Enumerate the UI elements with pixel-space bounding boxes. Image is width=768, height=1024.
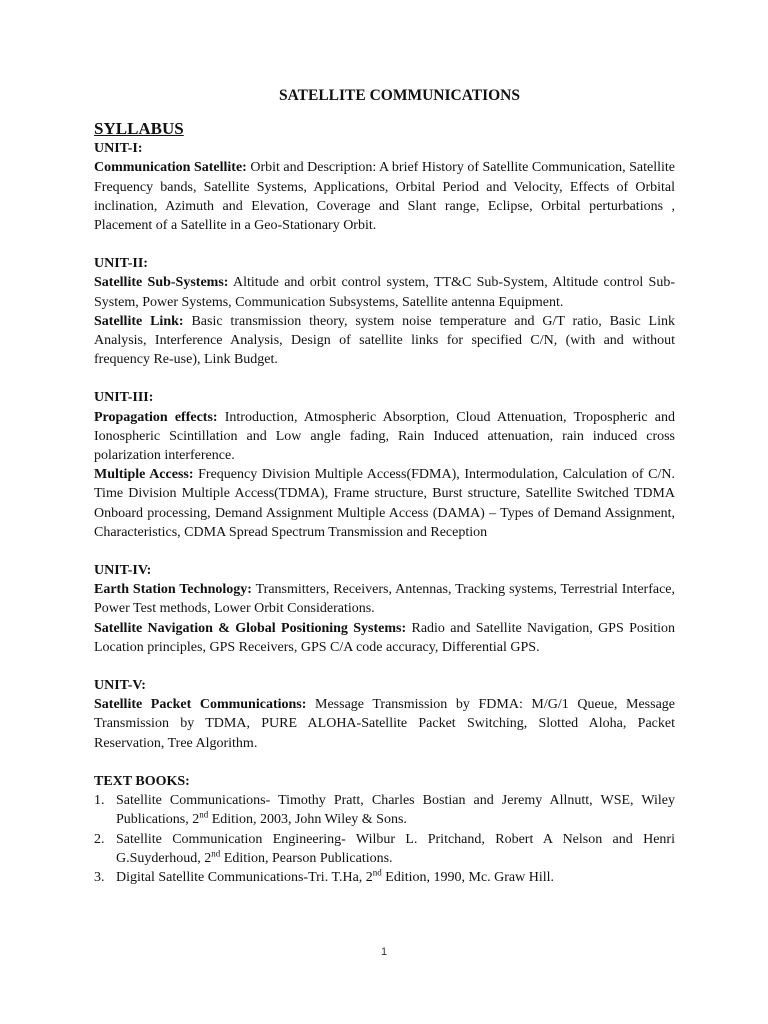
ordinal-suffix: nd [372,867,382,878]
unit-topic [94,158,675,235]
list-number: 1. [94,793,105,809]
unit-topic [94,465,675,542]
unit-topic [94,312,675,370]
textbook-item [94,868,675,887]
list-number: 2. [94,831,105,847]
page-number: 1 [380,946,388,958]
topic-label: Communication Satellite: [94,160,247,176]
syllabus-heading: SYLLABUS [94,119,184,139]
topic-label: Satellite Packet Communications: [94,697,307,713]
textbook-text: Edition, 2003, John Wiley & Sons. [208,812,407,828]
ordinal-suffix: nd [211,848,221,859]
topic-label: Propagation effects: [94,409,218,425]
topic-text: Orbit and Description: A brief History of Satellite Communication, Satellite Frequency bands, Satellite Systems, Applications, Orbital Period and Velocity, Effects of Orbital inclination, Azimuth and Elevation, Coverage and Slant range, Eclipse, Orbital perturbations , Placement of a Satellite in a Geo-Stationary Orbit. [94,160,675,234]
unit-topic [94,580,675,618]
textbook-text: Edition, 1990, Mc. Graw Hill. [381,869,555,885]
textbooks-heading: TEXT BOOKS: [94,773,190,789]
topic-text: Basic transmission theory, system noise temperature and G/T ratio, Basic Link Analysis, Interference Analysis, Design of satellite links for specified C/N, (with and without frequency Re-use), Link Budget. [94,313,676,368]
textbook-text: Satellite Communications- Timothy Pratt, Charles Bostian and Jeremy Allnutt, WSE, Wiley Publications, 2 [116,793,675,828]
topic-label: Satellite Sub-Systems: [94,275,229,291]
unit-topic [94,408,675,466]
topic-text: Frequency Division Multiple Access(FDMA), Intermodulation, Calculation of C/N. Time Division Multiple Access(TDMA), Frame structure, Burst structure, Satellite Switched TDMA Onboard processing, Demand Assignment Multiple Access (DAMA) – Types of Demand Assignment, Characteristics, CDMA Spread Spectrum Transmission and Reception [94,467,676,540]
textbook-text: Digital Satellite Communications-Tri. T.Ha, 2 [116,869,373,885]
topic-text: Introduction, Atmospheric Absorption, Cloud Attenuation, Tropospheric and Ionospheric Scintillation and Low angle fading, Rain Induced attenuation, rain induced cross polarization interference. [94,409,675,464]
list-number: 3. [94,869,105,885]
page-title: SATELLITE COMMUNICATIONS [278,87,520,104]
topic-text: Altitude and orbit control system, TT&C Sub-System, Altitude control Sub-System, Power Systems, Communication Subsystems, Satellite antenna Equipment. [94,275,675,310]
unit-heading: UNIT-I: [94,141,143,157]
topic-label: Satellite Navigation & Global Positioning Systems: [94,620,407,636]
textbook-item [94,830,675,868]
unit-heading: UNIT-V: [94,678,146,694]
unit-heading: UNIT-IV: [94,563,152,579]
topic-text: Radio and Satellite Navigation, GPS Position Location principles, GPS Receivers, GPS C/A code accuracy, Differential GPS. [94,620,675,655]
topic-label: Satellite Link: [94,313,184,329]
unit-topic [94,695,675,753]
textbook-text: Satellite Communication Engineering- Wilbur L. Pritchand, Robert A Nelson and Henri G.Suyderhoud, 2 [116,831,675,866]
textbook-text: Edition, Pearson Publications. [220,850,393,866]
topic-label: Multiple Access: [94,467,194,483]
document-body [94,86,675,887]
textbook-item [94,791,675,829]
unit-topic [94,273,675,311]
textbook-list [94,791,675,887]
unit-topic [94,619,675,657]
unit-heading: UNIT-III: [94,390,154,406]
ordinal-suffix: nd [199,809,209,820]
topic-text: Message Transmission by FDMA: M/G/1 Queue, Message Transmission by TDMA, PURE ALOHA-Satellite Packet Switching, Slotted Aloha, Packet Reservation, Tree Algorithm. [94,697,676,751]
topic-text: Transmitters, Receivers, Antennas, Tracking systems, Terrestrial Interface, Power Test methods, Lower Orbit Considerations. [94,582,676,617]
topic-label: Earth Station Technology: [94,582,252,598]
unit-heading: UNIT-II: [94,256,148,272]
